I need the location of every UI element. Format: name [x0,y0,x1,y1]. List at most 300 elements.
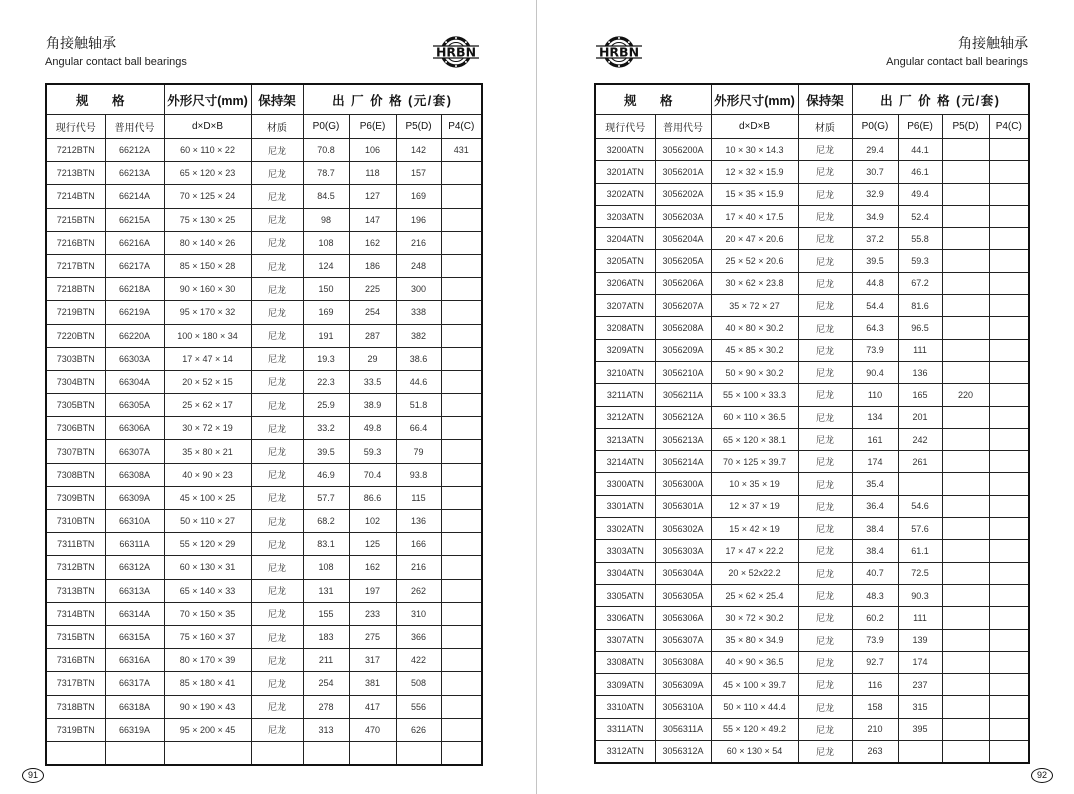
cell-common-code: 3056209A [655,339,711,361]
cell-price-p5: 196 [396,208,441,231]
cell-cage-material: 尼龙 [798,674,852,696]
cell-code: 3205ATN [595,250,655,272]
header-sub-row [595,115,1029,139]
cell-price-p5 [942,607,989,629]
cell-code: 7314BTN [46,602,105,625]
table-body [46,139,482,765]
cell-price-p5: 136 [396,510,441,533]
table-row [46,139,482,162]
logo-text: HRBN [435,44,477,60]
cell-price-p0: 134 [852,406,898,428]
cell-price-p5 [942,562,989,584]
cell-cage-material: 尼龙 [251,579,303,602]
header-code: 现行代号 [46,115,105,139]
cell-dimensions: 80 × 170 × 39 [164,649,251,672]
cell-price-p4: 431 [441,139,482,162]
cell-code: 7215BTN [46,208,105,231]
cell-code: 3312ATN [595,741,655,763]
cell-common-code: 3056300A [655,473,711,495]
cell-price-p4 [441,231,482,254]
cell-price-p6: 106 [349,139,396,162]
cell-price-p6: 111 [898,339,942,361]
cell-code: 3208ATN [595,317,655,339]
cell-price-p5: 262 [396,579,441,602]
cell-price-p5: 169 [396,185,441,208]
cell-price-p0: 64.3 [852,317,898,339]
cell-price-p4 [441,347,482,370]
cell-price-p6: 162 [349,231,396,254]
cell-empty [396,741,441,764]
cell-common-code: 66304A [105,370,164,393]
cell-common-code: 3056301A [655,495,711,517]
cell-empty [105,741,164,764]
cell-price-p6: 102 [349,510,396,533]
cell-price-p4 [441,672,482,695]
cell-price-p0: 36.4 [852,495,898,517]
dimensions-header: 外形尺寸(mm) [711,84,798,115]
cell-code: 3303ATN [595,540,655,562]
cell-common-code: 66312A [105,556,164,579]
cell-price-p5: 66.4 [396,417,441,440]
table-row [595,451,1029,473]
table-row [595,406,1029,428]
cell-dimensions: 15 × 35 × 15.9 [711,183,798,205]
cell-price-p4 [989,584,1029,606]
cell-dimensions: 25 × 62 × 25.4 [711,584,798,606]
cell-cage-material: 尼龙 [798,272,852,294]
cell-common-code: 66311A [105,533,164,556]
table-row [46,463,482,486]
cell-price-p5 [942,250,989,272]
cell-price-p0: 54.4 [852,295,898,317]
header-p0: P0(G) [303,115,349,139]
cell-price-p0: 40.7 [852,562,898,584]
cell-price-p0: 33.2 [303,417,349,440]
cell-common-code: 66219A [105,301,164,324]
cell-cage-material: 尼龙 [798,406,852,428]
table-row [46,347,482,370]
cell-price-p5 [942,674,989,696]
cell-price-p0: 124 [303,254,349,277]
cell-price-p6: 201 [898,406,942,428]
cell-price-p5: 338 [396,301,441,324]
cell-code: 7308BTN [46,463,105,486]
header-p5: P5(D) [396,115,441,139]
cell-dimensions: 75 × 160 × 37 [164,625,251,648]
cell-code: 3307ATN [595,629,655,651]
price-header: 出 厂 价 格 (元/套) [852,84,1029,115]
table-row [46,417,482,440]
cell-price-p6: 61.1 [898,540,942,562]
cell-price-p5 [942,495,989,517]
cell-price-p4 [441,324,482,347]
header-dimensions: d×D×B [711,115,798,139]
cell-common-code: 3056200A [655,139,711,161]
cell-price-p6: 52.4 [898,205,942,227]
cell-cage-material: 尼龙 [798,205,852,227]
cell-dimensions: 70 × 150 × 35 [164,602,251,625]
cell-cage-material: 尼龙 [798,607,852,629]
table-row [46,370,482,393]
cell-cage-material: 尼龙 [798,339,852,361]
cell-dimensions: 10 × 30 × 14.3 [711,139,798,161]
cell-common-code: 3056302A [655,518,711,540]
logo-text: HRBN [598,44,640,60]
cell-cage-material: 尼龙 [798,495,852,517]
cell-code: 3204ATN [595,228,655,250]
cell-price-p0: 92.7 [852,651,898,673]
cell-price-p0: 210 [852,718,898,740]
cell-price-p0: 116 [852,674,898,696]
cell-common-code: 3056312A [655,741,711,763]
cell-common-code: 66313A [105,579,164,602]
cell-cage-material: 尼龙 [798,629,852,651]
cell-code: 3201ATN [595,161,655,183]
cell-cage-material: 尼龙 [798,718,852,740]
cell-price-p5 [942,629,989,651]
cell-price-p6: 54.6 [898,495,942,517]
cell-price-p5: 93.8 [396,463,441,486]
table-body [595,139,1029,763]
cell-price-p4 [441,278,482,301]
cell-dimensions: 60 × 110 × 36.5 [711,406,798,428]
spec-header: 规 格 [46,84,164,115]
cell-dimensions: 65 × 120 × 23 [164,162,251,185]
cell-dimensions: 30 × 72 × 19 [164,417,251,440]
table-row [46,486,482,509]
cell-price-p0: 278 [303,695,349,718]
cell-price-p5: 382 [396,324,441,347]
cell-dimensions: 40 × 90 × 23 [164,463,251,486]
cell-price-p5: 38.6 [396,347,441,370]
cell-dimensions: 25 × 62 × 17 [164,394,251,417]
cell-code: 3209ATN [595,339,655,361]
cell-common-code: 66213A [105,162,164,185]
cell-price-p5: 422 [396,649,441,672]
cell-price-p4 [989,674,1029,696]
cell-common-code: 3056304A [655,562,711,584]
cell-price-p6: 49.8 [349,417,396,440]
cell-code: 3306ATN [595,607,655,629]
cell-price-p0: 191 [303,324,349,347]
header-sub-row [46,115,482,139]
cell-code: 7319BTN [46,718,105,741]
left-price-table [45,83,483,766]
cell-price-p4 [441,394,482,417]
cell-price-p0: 37.2 [852,228,898,250]
table-row [595,161,1029,183]
cell-cage-material: 尼龙 [798,741,852,763]
header-dimensions: d×D×B [164,115,251,139]
table-row [46,649,482,672]
cell-price-p5: 44.6 [396,370,441,393]
cell-common-code: 3056208A [655,317,711,339]
table-row [595,384,1029,406]
cell-code: 3200ATN [595,139,655,161]
cell-code: 7309BTN [46,486,105,509]
cell-price-p5 [942,339,989,361]
cell-cage-material: 尼龙 [798,584,852,606]
cell-cage-material: 尼龙 [251,254,303,277]
table-row [46,718,482,741]
cell-common-code: 66306A [105,417,164,440]
cell-cage-material: 尼龙 [798,228,852,250]
cell-price-p0: 83.1 [303,533,349,556]
cell-common-code: 3056213A [655,428,711,450]
cell-code: 7220BTN [46,324,105,347]
cell-price-p6: 197 [349,579,396,602]
cell-common-code: 3056310A [655,696,711,718]
cell-price-p0: 155 [303,602,349,625]
cell-price-p4 [989,518,1029,540]
cell-dimensions: 30 × 62 × 23.8 [711,272,798,294]
cell-price-p5: 79 [396,440,441,463]
cell-price-p0: 29.4 [852,139,898,161]
cell-price-p6: 72.5 [898,562,942,584]
cell-common-code: 66317A [105,672,164,695]
cell-price-p4 [441,301,482,324]
cell-dimensions: 55 × 100 × 33.3 [711,384,798,406]
cell-price-p6: 470 [349,718,396,741]
table-row [595,584,1029,606]
cell-price-p5: 248 [396,254,441,277]
cell-price-p4 [441,556,482,579]
cell-code: 3309ATN [595,674,655,696]
cell-cage-material: 尼龙 [251,556,303,579]
table-row [46,440,482,463]
table-row [46,672,482,695]
table-row [46,324,482,347]
cell-price-p6: 317 [349,649,396,672]
cell-price-p6: 29 [349,347,396,370]
cell-cage-material: 尼龙 [798,139,852,161]
table-row [595,562,1029,584]
cell-price-p6: 225 [349,278,396,301]
cell-price-p4 [989,495,1029,517]
cell-price-p0: 78.7 [303,162,349,185]
cell-code: 7303BTN [46,347,105,370]
cell-code: 3311ATN [595,718,655,740]
cell-price-p6: 90.3 [898,584,942,606]
cell-price-p4 [989,406,1029,428]
cell-price-p6: 55.8 [898,228,942,250]
cell-common-code: 66316A [105,649,164,672]
table-row [46,556,482,579]
cell-price-p6: 233 [349,602,396,625]
cell-code: 7318BTN [46,695,105,718]
cell-code: 3212ATN [595,406,655,428]
cell-price-p0: 90.4 [852,361,898,383]
cell-cage-material: 尼龙 [251,231,303,254]
cell-price-p0: 46.9 [303,463,349,486]
cell-price-p6: 46.1 [898,161,942,183]
cell-dimensions: 70 × 125 × 39.7 [711,451,798,473]
cell-price-p4 [989,629,1029,651]
cell-cage-material: 尼龙 [251,370,303,393]
cell-cage-material: 尼龙 [798,161,852,183]
cell-common-code: 66319A [105,718,164,741]
cell-price-p4 [989,295,1029,317]
cell-cage-material: 尼龙 [798,562,852,584]
cell-price-p5 [942,540,989,562]
cell-price-p4 [989,183,1029,205]
cell-price-p4 [989,228,1029,250]
table-row [46,162,482,185]
table-row [46,231,482,254]
cell-price-p4 [441,649,482,672]
cell-price-p5: 51.8 [396,394,441,417]
cell-cage-material: 尼龙 [798,518,852,540]
header-material: 材质 [251,115,303,139]
cell-price-p6: 186 [349,254,396,277]
cell-price-p4 [989,384,1029,406]
cell-price-p6: 381 [349,672,396,695]
cell-price-p5 [942,317,989,339]
cell-code: 7219BTN [46,301,105,324]
cell-price-p0: 60.2 [852,607,898,629]
table-row [46,254,482,277]
cell-price-p6 [898,741,942,763]
cell-price-p4 [989,361,1029,383]
cell-common-code: 3056309A [655,674,711,696]
cell-price-p4 [989,718,1029,740]
cell-price-p6: 395 [898,718,942,740]
cell-dimensions: 17 × 47 × 22.2 [711,540,798,562]
right-page [537,0,1074,794]
cell-price-p5 [942,161,989,183]
cell-price-p4 [989,651,1029,673]
cell-dimensions: 55 × 120 × 49.2 [711,718,798,740]
cell-price-p6: 254 [349,301,396,324]
cell-common-code: 66308A [105,463,164,486]
cell-price-p0: 183 [303,625,349,648]
cell-cage-material: 尼龙 [798,183,852,205]
cell-price-p6: 57.6 [898,518,942,540]
table-row [595,183,1029,205]
header-common-code: 普用代号 [105,115,164,139]
cell-common-code: 3056311A [655,718,711,740]
cell-empty [46,741,105,764]
cell-price-p5 [942,406,989,428]
cell-price-p0: 22.3 [303,370,349,393]
cell-price-p5 [942,741,989,763]
cell-price-p4 [989,451,1029,473]
cell-dimensions: 45 × 100 × 25 [164,486,251,509]
cell-price-p5 [942,651,989,673]
cell-price-p5: 366 [396,625,441,648]
cell-dimensions: 60 × 130 × 31 [164,556,251,579]
table-row [46,510,482,533]
cell-price-p6: 139 [898,629,942,651]
cell-dimensions: 35 × 80 × 21 [164,440,251,463]
cell-price-p6: 86.6 [349,486,396,509]
cell-price-p6: 147 [349,208,396,231]
hrbn-logo-icon [432,35,480,69]
cell-price-p0: 30.7 [852,161,898,183]
cell-price-p6: 162 [349,556,396,579]
cell-price-p5: 310 [396,602,441,625]
cell-cage-material: 尼龙 [251,649,303,672]
cell-cage-material: 尼龙 [798,295,852,317]
cell-cage-material: 尼龙 [798,473,852,495]
cell-price-p6: 136 [898,361,942,383]
cell-common-code: 3056305A [655,584,711,606]
cell-dimensions: 12 × 37 × 19 [711,495,798,517]
cell-price-p0: 131 [303,579,349,602]
cell-price-p6: 127 [349,185,396,208]
table-row [46,278,482,301]
cell-common-code: 3056203A [655,205,711,227]
cell-cage-material: 尼龙 [251,347,303,370]
cell-dimensions: 55 × 120 × 29 [164,533,251,556]
cell-cage-material: 尼龙 [251,162,303,185]
cell-price-p0: 39.5 [852,250,898,272]
cell-code: 3308ATN [595,651,655,673]
cell-cage-material: 尼龙 [798,451,852,473]
page-number: 92 [1031,768,1053,783]
cell-dimensions: 65 × 120 × 38.1 [711,428,798,450]
cell-price-p4 [441,254,482,277]
cell-cage-material: 尼龙 [798,361,852,383]
cell-price-p6: 33.5 [349,370,396,393]
cell-price-p6: 165 [898,384,942,406]
cell-dimensions: 60 × 110 × 22 [164,139,251,162]
cell-price-p5: 216 [396,556,441,579]
cell-common-code: 3056211A [655,384,711,406]
cell-cage-material: 尼龙 [798,696,852,718]
cell-price-p6: 287 [349,324,396,347]
cell-price-p0: 32.9 [852,183,898,205]
cell-code: 7316BTN [46,649,105,672]
table-row [595,339,1029,361]
cell-price-p0: 73.9 [852,629,898,651]
cell-common-code: 66318A [105,695,164,718]
cell-common-code: 66218A [105,278,164,301]
cell-code: 7304BTN [46,370,105,393]
cell-code: 3302ATN [595,518,655,540]
cell-code: 7312BTN [46,556,105,579]
cell-price-p6: 275 [349,625,396,648]
cell-code: 7313BTN [46,579,105,602]
cell-dimensions: 65 × 140 × 33 [164,579,251,602]
cell-price-p4 [989,428,1029,450]
hrbn-logo-icon [595,35,643,69]
cell-dimensions: 85 × 180 × 41 [164,672,251,695]
cell-cage-material: 尼龙 [251,672,303,695]
cell-dimensions: 30 × 72 × 30.2 [711,607,798,629]
cell-dimensions: 45 × 100 × 39.7 [711,674,798,696]
cell-price-p4 [989,562,1029,584]
cell-code: 7218BTN [46,278,105,301]
cell-price-p0: 110 [852,384,898,406]
cell-price-p4 [441,579,482,602]
cell-dimensions: 75 × 130 × 25 [164,208,251,231]
cell-price-p0: 68.2 [303,510,349,533]
cell-price-p0: 254 [303,672,349,695]
cell-price-p4 [989,540,1029,562]
table-row [46,208,482,231]
cell-price-p4 [989,696,1029,718]
table-row [595,317,1029,339]
table-row [46,625,482,648]
cell-common-code: 66214A [105,185,164,208]
price-header: 出 厂 价 格 (元/套) [303,84,482,115]
page-title-cn: 角接触轴承 [958,35,1028,51]
cell-dimensions: 90 × 160 × 30 [164,278,251,301]
table-row [46,695,482,718]
cell-code: 7213BTN [46,162,105,185]
header-p6: P6(E) [349,115,396,139]
